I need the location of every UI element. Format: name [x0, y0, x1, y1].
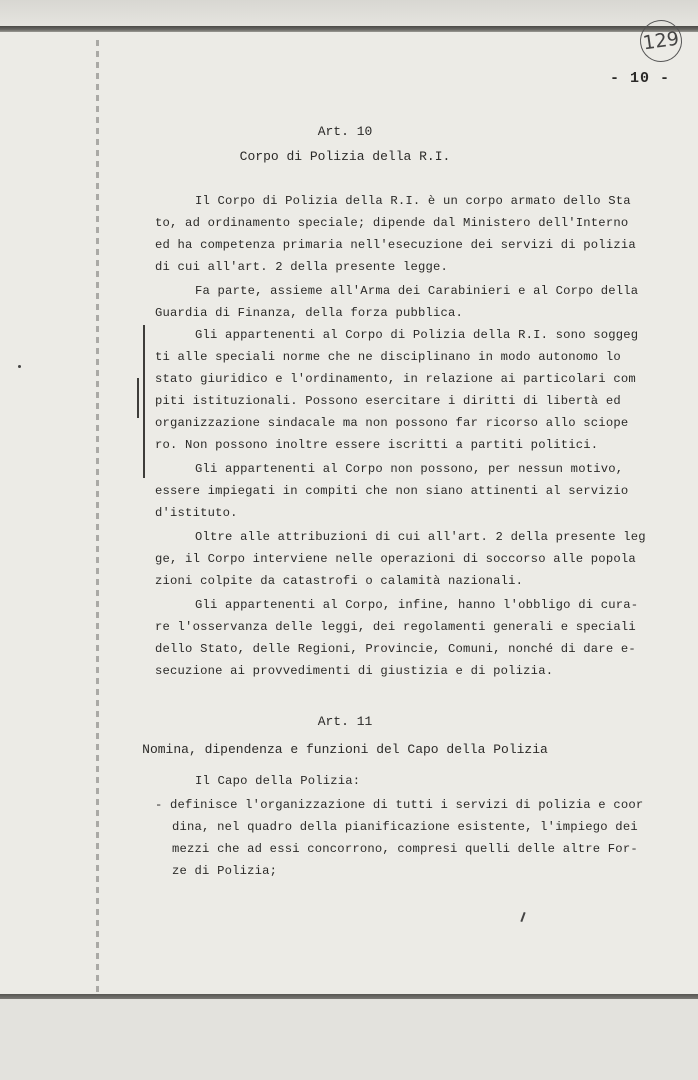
art11-heading: Art. 11 — [317, 714, 373, 729]
text-line: to, ad ordinamento speciale; dipende dal Ministero dell'Interno — [155, 216, 629, 230]
scan-top-shadow — [0, 0, 698, 28]
left-page-edge — [96, 40, 99, 995]
text-line: Gli appartenenti al Corpo non possono, per nessun motivo, — [195, 462, 624, 476]
pen-mark — [520, 912, 525, 922]
text-line: piti istituzionali. Possono esercitare i diritti di libertà ed — [155, 394, 621, 408]
text-line: Gli appartenenti al Corpo, infine, hanno l'obbligo di cura- — [195, 598, 639, 612]
page-number: - 10 - — [610, 70, 671, 87]
margin-mark — [137, 378, 139, 418]
text-line: zioni colpite da catastrofi o calamità nazionali. — [155, 574, 524, 588]
text-line: essere impiegati in compiti che non siano attinenti al servizio — [155, 484, 629, 498]
text-line: re l'osservanza delle leggi, dei regolamenti generali e speciali — [155, 620, 636, 634]
art10-heading: Art. 10 — [317, 124, 373, 139]
text-line: Il Corpo di Polizia della R.I. è un corpo armato dello Sta — [195, 194, 631, 208]
text-line: organizzazione sindacale ma non possono far ricorso allo sciope — [155, 416, 629, 430]
text-line: Oltre alle attribuzioni di cui all'art. 2 della presente leg — [195, 530, 646, 544]
text-line: secuzione ai provvedimenti di giustizia e di polizia. — [155, 664, 554, 678]
archive-stamp-number: 129 — [641, 27, 681, 55]
text-line: d'istituto. — [155, 506, 238, 520]
text-line: mezzi che ad essi concorrono, compresi quelli delle altre For- — [172, 842, 638, 856]
text-line: dina, nel quadro della pianificazione esistente, l'impiego dei — [172, 820, 638, 834]
text-line: Il Capo della Polizia: — [195, 774, 361, 788]
art10-title: Corpo di Polizia della R.I. — [239, 149, 451, 164]
scan-bottom-area — [0, 999, 698, 1080]
text-line: - definisce l'organizzazione di tutti i servizi di polizia e coor — [155, 798, 644, 812]
text-line: ti alle speciali norme che ne disciplinano in modo autonomo lo — [155, 350, 621, 364]
margin-mark — [143, 325, 145, 478]
art11-title: Nomina, dipendenza e funzioni del Capo della Polizia — [142, 742, 548, 757]
text-line: ze di Polizia; — [172, 864, 278, 878]
text-line: ed ha competenza primaria nell'esecuzione dei servizi di polizia — [155, 238, 636, 252]
text-line: Gli appartenenti al Corpo di Polizia della R.I. sono soggeg — [195, 328, 639, 342]
scan-speck — [18, 365, 21, 368]
text-line: ge, il Corpo interviene nelle operazioni di soccorso alle popola — [155, 552, 636, 566]
text-line: di cui all'art. 2 della presente legge. — [155, 260, 449, 274]
text-line: Guardia di Finanza, della forza pubblica. — [155, 306, 464, 320]
text-line: stato giuridico e l'ordinamento, in relazione ai particolari com — [155, 372, 636, 386]
text-line: Fa parte, assieme all'Arma dei Carabinieri e al Corpo della — [195, 284, 639, 298]
text-line: ro. Non possono inoltre essere iscritti a partiti politici. — [155, 438, 599, 452]
top-page-edge — [0, 26, 698, 32]
text-line: dello Stato, delle Regioni, Provincie, Comuni, nonché di dare e- — [155, 642, 636, 656]
